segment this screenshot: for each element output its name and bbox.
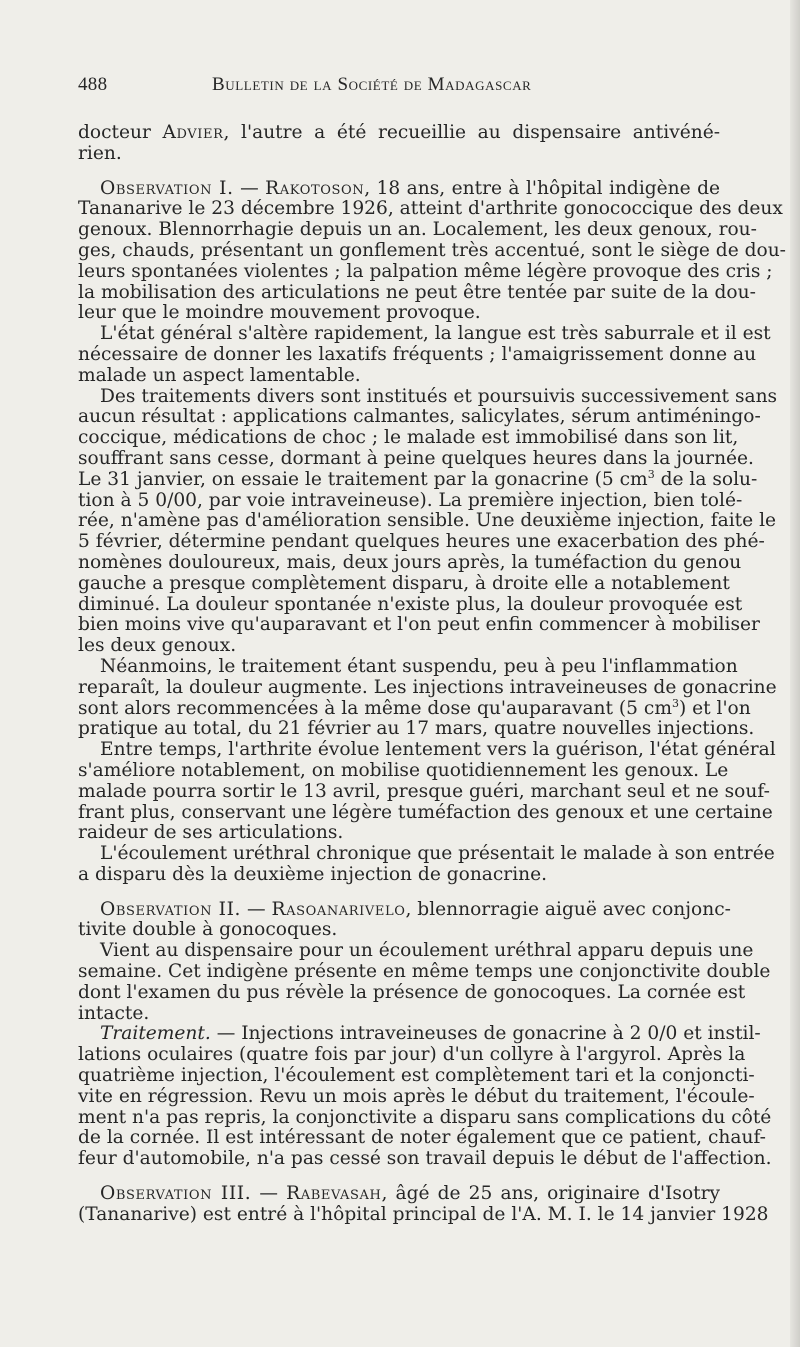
text-line: diminué. La douleur spontanée n'existe plus, la douleur provoquée est: [78, 593, 743, 615]
text-span: —: [233, 177, 266, 199]
text-line: [78, 1023, 761, 1045]
text-span: de la solu-: [654, 468, 758, 490]
text-line: coccique, médications de choc ; le malade est immobilisé dans son lit,: [78, 427, 739, 449]
superscript: 3: [647, 467, 655, 481]
text-line: (Tananarive) est entré à l'hôpital principal de l'A. M. I. le 14 janvier 1928: [78, 1203, 769, 1225]
text-line: lations oculaires (quatre fois par jour) d'un collyre à l'argyrol. Après la: [78, 1044, 746, 1066]
text-span: —: [241, 898, 272, 920]
text-line: Entre temps, l'arthrite évolue lentement vers la guérison, l'état général: [100, 739, 776, 761]
running-title: Bulletin de la Société de Madagascar: [212, 74, 532, 95]
text-line: malade pourra sortir le 13 avril, presque guéri, marchant seul et ne souf-: [78, 780, 770, 802]
observation-heading: [78, 179, 720, 200]
text-line: nomènes douloureux, mais, deux jours après, la tuméfaction du genou: [78, 551, 742, 573]
text-line: la mobilisation des articulations ne peut être tentée par suite de la dou-: [78, 281, 756, 303]
text-line: de la cornée. Il est intéressant de noter également que ce patient, chauf-: [78, 1127, 766, 1149]
text-line: genoux. Blennorrhagie depuis un an. Localement, les deux genoux, rou-: [78, 219, 757, 241]
text-span: docteur: [78, 122, 163, 143]
text-line: Des traitements divers sont institués et poursuivis successivement sans: [100, 385, 778, 407]
treatment-label: Traitement.: [100, 1023, 211, 1045]
text-line: bien moins vive qu'auparavant et l'on peut enfin commencer à mobiliser: [78, 614, 760, 636]
text-line: vite en régression. Revu un mois après le début du traitement, l'écoule-: [78, 1085, 755, 1107]
text-span: , l'autre a été recueillie au dispensaire antivéné-: [223, 122, 720, 143]
text-span: , âgé de 25 ans, originaire d'Isotry: [381, 1183, 721, 1205]
observation-label: Observation I.: [100, 177, 234, 199]
text-span: — Injections intraveineuses de gonacrine à 2 0/0 et instil-: [210, 1023, 761, 1045]
text-line: raideur de ses articulations.: [78, 822, 344, 844]
observation-heading: [78, 898, 731, 921]
article-body: [78, 122, 786, 1226]
text-line: gauche a presque complètement disparu, à droite elle a notablement: [78, 572, 730, 594]
text-line: frant plus, conservant une légère tuméfaction des genoux et une certaine: [78, 801, 773, 823]
text-line: feur d'automobile, n'a pas cessé son travail depuis le début de l'affection.: [78, 1148, 772, 1170]
text-line: leur que le moindre mouvement provoque.: [78, 302, 481, 324]
text-line: tivite double à gonocoques.: [78, 919, 338, 941]
text-line: reparaît, la douleur augmente. Les injections intraveineuses de gonacrine: [78, 676, 777, 698]
text-line: [78, 467, 758, 491]
text-line: leurs spontanées violentes ; la palpation même légère provoque des cris ;: [78, 260, 773, 282]
text-span: , 18 ans, entre à l'hôpital indigène de: [364, 177, 720, 199]
text-line: [78, 123, 720, 144]
text-line: 5 février, détermine pendant quelques heures une exacerbation des phé-: [78, 531, 765, 553]
text-line: tion à 5 0/00, par voie intraveineuse). La première injection, bien tolé-: [78, 489, 743, 511]
author-name: Advier: [162, 122, 224, 143]
observation-label: Observation III.: [100, 1183, 252, 1205]
text-line: [78, 696, 751, 720]
text-line: malade un aspect lamentable.: [78, 364, 361, 386]
text-line: pratique au total, du 21 février au 17 mars, quatre nouvelles injections.: [78, 718, 755, 740]
text-line: intacte.: [78, 1002, 150, 1024]
observation-label: Observation II.: [100, 898, 242, 920]
text-span: sont alors recommencées à la même dose qu'auparavant (5 cm: [78, 697, 672, 719]
text-line: semaine. Cet indigène présente en même temps une conjonctivite double: [78, 961, 771, 983]
text-span: ) et l'on: [678, 697, 751, 719]
text-line: les deux genoux.: [78, 635, 237, 657]
text-line: nécessaire de donner les laxatifs fréquents ; l'amaigrissement donne au: [78, 343, 757, 365]
page-header: [78, 74, 720, 100]
superscript: 3: [671, 696, 679, 710]
text-line: aucun résultat : applications calmantes, salicylates, sérum antiméningo-: [78, 406, 761, 428]
observation-heading: [78, 1184, 720, 1205]
text-line: Tananarive le 23 décembre 1926, atteint d'arthrite gonococcique des deux: [78, 198, 783, 220]
text-line: L'écoulement uréthral chronique que présentait le malade à son entrée: [100, 843, 775, 865]
text-span: , blennorragie aiguë avec conjonc-: [405, 898, 731, 920]
text-line: quatrième injection, l'écoulement est complètement tari et la conjoncti-: [78, 1065, 755, 1087]
text-line: ges, chauds, présentant un gonflement très accentué, sont le siège de dou-: [78, 239, 786, 261]
text-span: Le 31 janvier, on essaie le traitement par la gonacrine (5 cm: [78, 468, 648, 490]
text-line: Néanmoins, le traitement étant suspendu, peu à peu l'inflammation: [100, 655, 738, 677]
text-line: ment n'a pas repris, la conjonctivite a disparu sans complications du côté: [78, 1106, 772, 1128]
text-line: L'état général s'altère rapidement, la langue est très saburrale et il est: [100, 323, 771, 345]
text-line: dont l'examen du pus révèle la présence de gonocoques. La cornée est: [78, 981, 746, 1003]
patient-name: Rabevasah: [286, 1183, 382, 1205]
patient-name: Rakotoson: [265, 177, 365, 199]
text-line: a disparu dès la deuxième injection de gonacrine.: [78, 863, 548, 885]
patient-name: Rasoanarivelo: [271, 898, 406, 920]
text-line: souffrant sans cesse, dormant à peine quelques heures dans la journée.: [78, 447, 754, 469]
text-line: rée, n'amène pas d'amélioration sensible. Une deuxième injection, faite le: [78, 510, 777, 532]
text-line: rien.: [78, 142, 122, 164]
text-line: s'améliore notablement, on mobilise quotidiennement les genoux. Le: [78, 759, 729, 781]
text-line: Vient au dispensaire pour un écoulement uréthral apparu depuis une: [100, 940, 754, 962]
text-span: —: [251, 1183, 287, 1205]
page-number: 488: [78, 74, 108, 95]
